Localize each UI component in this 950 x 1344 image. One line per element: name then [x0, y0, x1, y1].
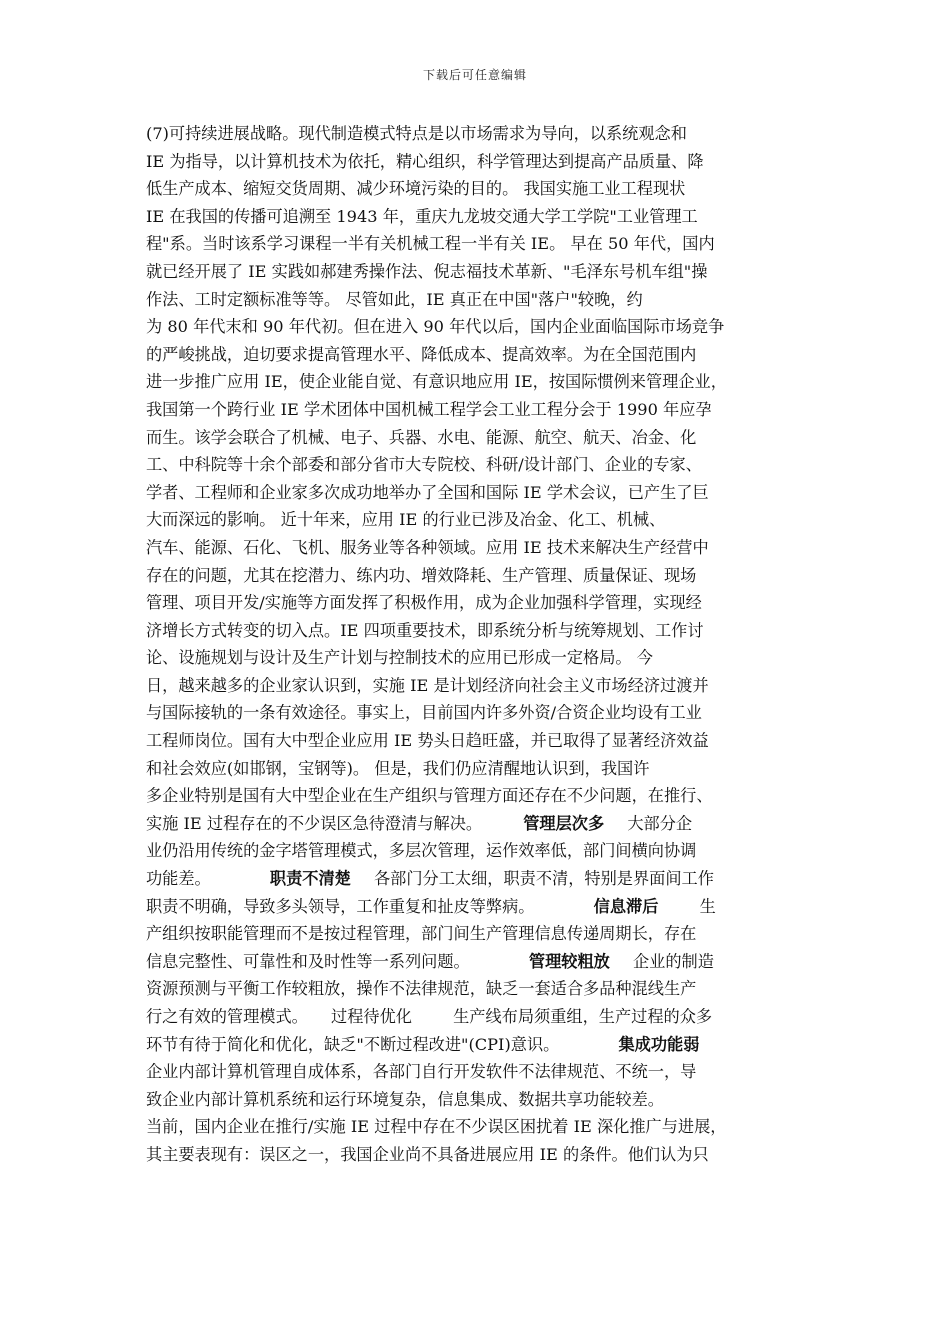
text-line: 资源预测与平衡工作较粗放，操作不法律规范，缺乏一套适合多品种混线生产 [146, 979, 697, 999]
line-text: 环节有待于简化和优化，缺乏"不断过程改进"(CPI)意识。 [146, 1034, 560, 1054]
text-line: 存在的问题，尤其在挖潜力、练内功、增效降耗、生产管理、质量保证、现场 [146, 565, 697, 585]
text-line: 和社会效应(如邯钢，宝钢等)。 但是，我们仍应清醒地认识到，我国许 [146, 758, 650, 778]
line-text: 生产线布局须重组，生产过程的众多 [453, 1007, 713, 1026]
text-line: 论、设施规划与设计及生产计划与控制技术的应用已形成一定格局。 今 [146, 648, 653, 668]
line-text: 各部门分工太细，职责不清，特别是界面间工作 [374, 869, 714, 889]
text-line: 与国际接轨的一条有效途径。事实上，目前国内许多外资/合资企业均设有工业 [146, 703, 702, 723]
text-line [146, 1031, 806, 1059]
text-line [146, 1003, 806, 1031]
section-heading: 信息滞后 [593, 896, 659, 916]
line-text: 生 [699, 896, 716, 916]
text-line: 就已经开展了 IE 实践如郝建秀操作法、倪志福技术革新、"毛泽东号机车组"操 [146, 261, 708, 281]
text-line: 我国第一个跨行业 IE 学术团体中国机械工程学会工业工程分会于 1990 年应孕 [146, 399, 712, 419]
text-line [146, 865, 806, 893]
text-line [146, 810, 806, 838]
section-heading: 集成功能弱 [618, 1034, 700, 1054]
section-heading: 职责不清楚 [269, 869, 351, 889]
text-line: 学者、工程师和企业家多次成功地举办了全国和国际 IE 学术会议，已产生了巨 [146, 482, 709, 502]
text-line: 工程师岗位。国有大中型企业应用 IE 势头日趋旺盛，并已取得了显著经济效益 [146, 731, 709, 751]
text-line: 业仍沿用传统的金字塔管理模式，多层次管理，运作效率低，部门间横向协调 [146, 841, 697, 861]
text-line: 大而深远的影响。 近十年来，应用 IE 的行业已涉及冶金、化工、机械、 [146, 510, 666, 530]
line-text: 行之有效的管理模式。 [146, 1007, 308, 1026]
line-text: 信息完整性、可靠性和及时性等一系列问题。 [146, 951, 470, 971]
section-heading: 过程待优化 [331, 1007, 412, 1026]
text-line: 进一步推广应用 IE，使企业能自觉、有意识地应用 IE，按国际惯例来管理企业， [146, 372, 727, 392]
line-text: 功能差。 [146, 869, 211, 889]
text-line: 多企业特别是国有大中型企业在生产组织与管理方面还存在不少问题，在推行、 [146, 786, 713, 806]
line-text: 企业的制造 [633, 951, 714, 971]
text-line: 的严峻挑战，迫切要求提高管理水平、降低成本、提高效率。为在全国范围内 [146, 344, 697, 364]
text-line: IE 在我国的传播可追溯至 1943 年，重庆九龙坡交通大学工学院"工业管理工 [146, 206, 698, 226]
text-line: 日，越来越多的企业家认识到，实施 IE 是计划经济向社会主义市场经济过渡并 [146, 675, 709, 695]
text-line: 当前，国内企业在推行/实施 IE 过程中存在不少误区困扰着 IE 深化推广与进展， [146, 1117, 727, 1137]
text-line: 济增长方式转变的切入点。IE 四项重要技术，即系统分析与统筹规划、工作讨 [146, 620, 704, 640]
text-line: 低生产成本、缩短交货周期、减少环境污染的目的。 我国实施工业工程现状 [146, 179, 686, 199]
line-text: 职责不明确，导致多头领导，工作重复和扯皮等弊病。 [146, 896, 535, 916]
text-line: IE 为指导，以计算机技术为依托，精心组织，科学管理达到提高产品质量、降 [146, 151, 704, 171]
text-line: 而生。该学会联合了机械、电子、兵器、水电、能源、航空、航天、冶金、化 [146, 427, 697, 447]
text-line: 企业内部计算机管理自成体系，各部门自行开发软件不法律规范、不统一，导 [146, 1062, 697, 1082]
line-text: 实施 IE 过程存在的不少误区急待澄清与解决。 [146, 813, 483, 833]
line-text: 大部分企 [627, 813, 693, 833]
text-line: 管理、项目开发/实施等方面发挥了积极作用，成为企业加强科学管理，实现经 [146, 593, 702, 613]
text-line [146, 948, 806, 976]
text-line: 其主要表现有：误区之一，我国企业尚不具备进展应用 IE 的条件。他们认为只 [146, 1144, 709, 1164]
text-line: 作法、工时定额标准等等。 尽管如此，IE 真正在中国"落户"较晚，约 [146, 289, 643, 309]
text-line: 汽车、能源、石化、飞机、服务业等各种领域。应用 IE 技术来解决生产经营中 [146, 537, 709, 557]
section-heading: 管理层次多 [523, 813, 605, 833]
text-line: 产组织按职能管理而不是按过程管理，部门间生产管理信息传递周期长，存在 [146, 924, 697, 944]
text-line: 工、中科院等十余个部委和部分省市大专院校、科研/设计部门、企业的专家、 [146, 455, 702, 475]
text-line: 致企业内部计算机系统和运行环境复杂，信息集成、数据共享功能较差。 [146, 1089, 664, 1109]
document-body [146, 120, 806, 1169]
text-line: (7)可持续进展战略。现代制造模式特点是以市场需求为导向，以系统观念和 [146, 124, 687, 143]
text-line: 为 80 年代末和 90 年代初。但在进入 90 年代以后，国内企业面临国际市场竞争 [146, 317, 725, 337]
page-header: 下载后可任意编辑 [422, 68, 527, 82]
section-heading: 管理较粗放 [528, 951, 610, 971]
text-line [146, 893, 806, 921]
text-line: 程"系。当时该系学习课程一半有关机械工程一半有关 IE。 早在 50 年代，国内 [146, 234, 715, 254]
